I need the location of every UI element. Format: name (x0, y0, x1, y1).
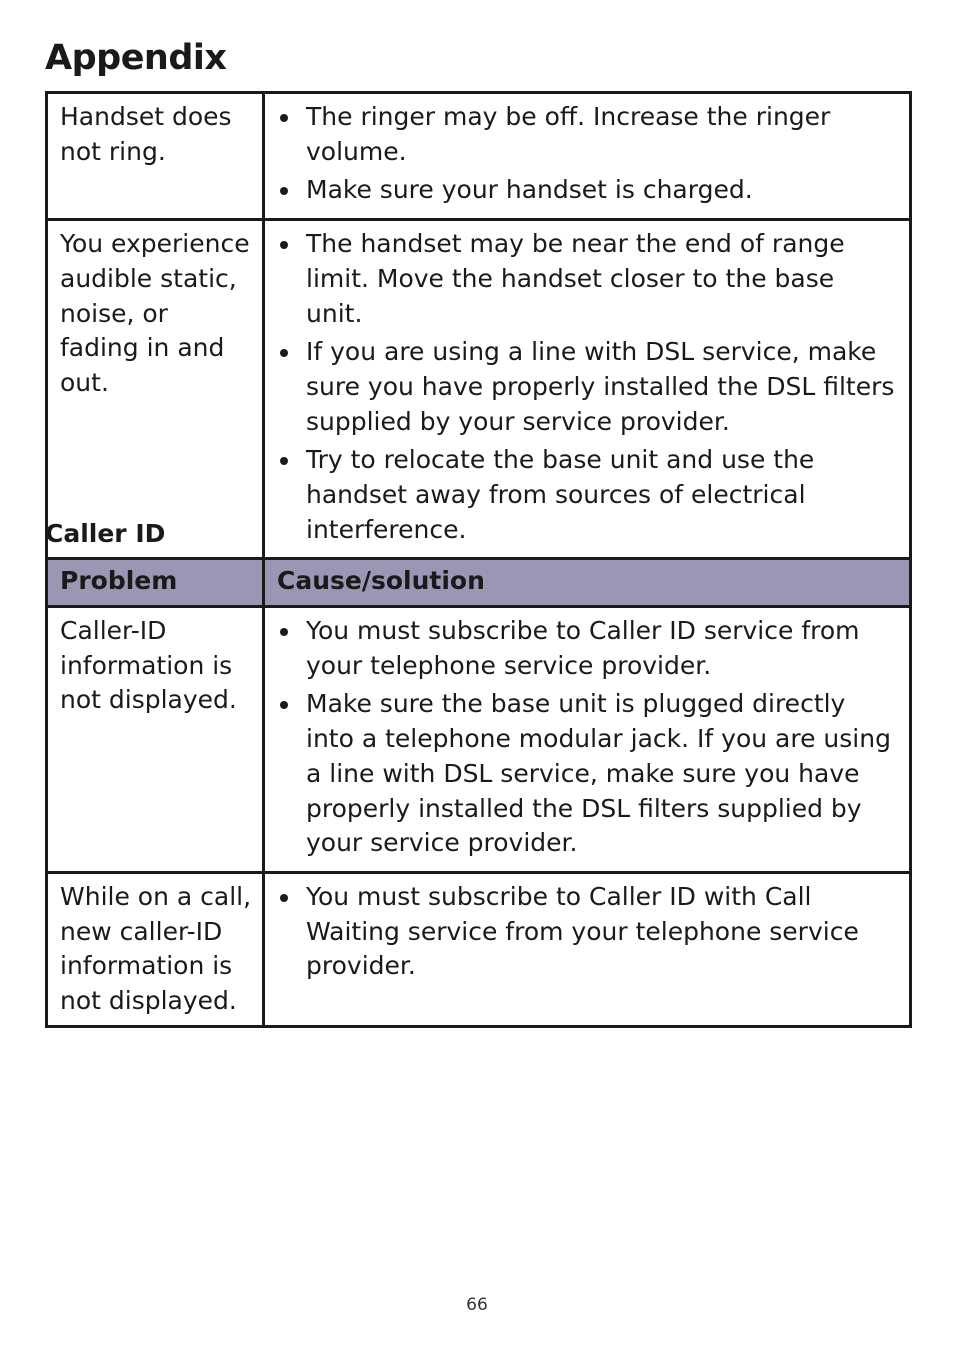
solution-cell (264, 872, 911, 1026)
column-header-cause: Cause/solution (264, 559, 911, 607)
solution-item: You must subscribe to Caller ID with Call Waiting service from your telephone service provider. (277, 880, 897, 984)
solution-item: If you are using a line with DSL service, make sure you have properly installed the DSL filters supplied by your service provider. (277, 335, 897, 439)
solution-list (277, 227, 897, 547)
solution-list (277, 880, 897, 984)
section-heading-caller-id: Caller ID (45, 519, 166, 548)
problem-cell: Caller-ID information is not displayed. (47, 607, 264, 873)
page-title: Appendix (45, 38, 227, 78)
problem-cell: Handset does not ring. (47, 93, 264, 220)
problem-cell: While on a call, new caller-ID information is not displayed. (47, 872, 264, 1026)
table-row (47, 607, 911, 873)
troubleshooting-table (45, 91, 912, 560)
caller-id-table (45, 557, 912, 1028)
table-row (47, 872, 911, 1026)
solution-list (277, 100, 897, 208)
solution-item: The ringer may be off. Increase the ringer volume. (277, 100, 897, 169)
column-header-problem: Problem (47, 559, 264, 607)
page-number: 66 (466, 1295, 488, 1315)
solution-list (277, 614, 897, 861)
table-header-row (47, 559, 911, 607)
solution-item: Make sure the base unit is plugged directly into a telephone modular jack. If you are using a line with DSL service, make sure you have properly installed the DSL filters supplied by your service provider. (277, 687, 897, 861)
solution-item: Try to relocate the base unit and use the handset away from sources of electrical interference. (277, 443, 897, 547)
solution-item: You must subscribe to Caller ID service from your telephone service provider. (277, 614, 897, 683)
solution-item: Make sure your handset is charged. (277, 173, 897, 208)
solution-cell (264, 607, 911, 873)
solution-item: The handset may be near the end of range limit. Move the handset closer to the base unit. (277, 227, 897, 331)
solution-cell (264, 220, 911, 559)
problem-cell: You experience audible static, noise, or fading in and out. (47, 220, 264, 559)
solution-cell (264, 93, 911, 220)
table-row (47, 220, 911, 559)
table-row (47, 93, 911, 220)
